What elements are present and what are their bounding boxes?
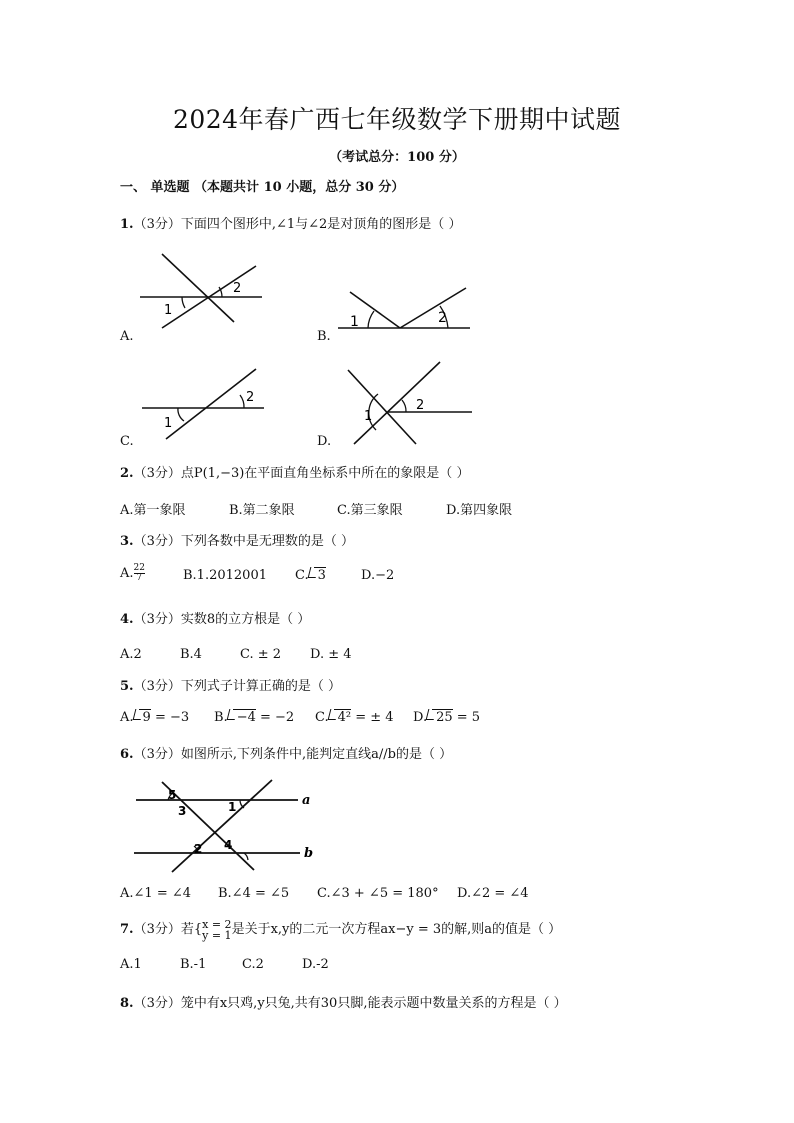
q7-option-b[interactable]: B.-1 (180, 957, 207, 972)
q4-option-a[interactable]: A.2 (120, 647, 142, 662)
q1-fig-b-mark-2: 2 (438, 310, 447, 326)
question-4: 4.（3分）实数8的立方根是（ ） (120, 612, 311, 627)
q1-figure-d (344, 360, 474, 446)
sqrt-symbol: 3 (309, 568, 326, 583)
q6-mark-3: 3 (178, 804, 187, 818)
q1-option-a-label: A. (120, 329, 134, 344)
q6-mark-1: 1 (228, 800, 237, 814)
equation-system: x = 2 y = 1 (202, 917, 232, 942)
question-5: 5.（3分）下列式子计算正确的是（ ） (120, 679, 341, 694)
q6-option-b[interactable]: B.∠4 = ∠5 (218, 886, 290, 901)
q2-option-d[interactable]: D.第四象限 (446, 503, 513, 518)
q5-option-a[interactable]: A. 9 = −3 (120, 710, 190, 725)
section-heading-single-choice: 一、 单选题 （本题共计 10 小题，总分 30 分） (120, 180, 405, 195)
q7-option-c[interactable]: C.2 (242, 957, 264, 972)
q1-option-b-label: B. (317, 329, 331, 344)
q2-option-c[interactable]: C.第三象限 (337, 503, 403, 518)
q5-option-c[interactable]: C. 4² = ± 4 (315, 710, 394, 725)
q2-option-b[interactable]: B.第二象限 (229, 503, 295, 518)
q1-fig-c-mark-2: 2 (246, 390, 255, 405)
q6-option-a[interactable]: A.∠1 = ∠4 (120, 886, 192, 901)
q3-option-b[interactable]: B.1.2012001 (183, 568, 267, 583)
sqrt-symbol: 4² (329, 710, 351, 725)
q7-option-a[interactable]: A.1 (120, 957, 142, 972)
exam-total-score: （考试总分：100 分） (329, 150, 465, 165)
q7-option-d[interactable]: D.-2 (302, 957, 329, 972)
question-2: 2.（3分）点P(1,−3)在平面直角坐标系中所在的象限是（ ） (120, 466, 470, 481)
q6-parallel-lines-figure (132, 778, 322, 874)
q6-line-b-label: b (304, 846, 314, 861)
page-title: 2024年春广西七年级数学下册期中试题 (172, 105, 622, 134)
q6-mark-4: 4 (224, 838, 233, 852)
question-7: 7.（3分）若{ x = 2 y = 1 是关于x,y的二元一次方程ax−y = 3的解,则a的值是（ ） (120, 917, 562, 942)
q6-option-d[interactable]: D.∠2 = ∠4 (457, 886, 529, 901)
q1-fig-c-mark-1: 1 (164, 416, 173, 431)
question-3: 3.（3分）下列各数中是无理数的是（ ） (120, 534, 354, 549)
q4-option-c[interactable]: C. ± 2 (240, 647, 282, 662)
q1-fig-d-mark-1: 1 (364, 409, 373, 424)
q6-mark-5: 5 (168, 788, 177, 802)
q6-option-c[interactable]: C.∠3 + ∠5 = 180° (317, 886, 439, 901)
q4-option-d[interactable]: D. ± 4 (310, 647, 352, 662)
q1-figure-a (138, 252, 268, 332)
question-8: 8.（3分）笼中有x只鸡,y只兔,共有30只脚,能表示题中数量关系的方程是（ ） (120, 996, 567, 1011)
q5-option-b[interactable]: B. −4 = −2 (214, 710, 295, 725)
sqrt-symbol: −4 (228, 710, 256, 725)
q2-option-a[interactable]: A.第一象限 (120, 503, 186, 518)
sqrt-symbol: 25 (427, 710, 453, 725)
q1-fig-d-mark-2: 2 (416, 398, 425, 413)
q1-fig-b-mark-1: 1 (350, 314, 359, 330)
sqrt-symbol: 9 (134, 710, 151, 725)
q1-option-d-label: D. (317, 434, 332, 449)
q1-fig-a-mark-2: 2 (233, 281, 242, 296)
q1-figure-b (336, 282, 472, 334)
q3-option-d[interactable]: D.−2 (361, 568, 395, 583)
q3-option-c[interactable]: C. 3 (295, 568, 326, 583)
q6-mark-2: 2 (194, 842, 203, 856)
q6-line-a-label: a (302, 793, 311, 808)
q5-option-d[interactable]: D. 25 = 5 (413, 710, 481, 725)
q1-option-c-label: C. (120, 434, 134, 449)
q1-fig-a-mark-1: 1 (164, 303, 173, 318)
question-6: 6.（3分）如图所示,下列条件中,能判定直线a//b的是（ ） (120, 747, 453, 762)
question-1: 1.（3分）下面四个图形中,∠1与∠2是对顶角的图形是（ ） (120, 217, 462, 232)
q3-option-a[interactable]: A. $\frac{22}{7}$ (120, 563, 145, 583)
fraction-22-7: $\frac{22}{7}$ (133, 563, 145, 583)
q4-option-b[interactable]: B.4 (180, 647, 202, 662)
q1-figure-c (140, 365, 270, 441)
